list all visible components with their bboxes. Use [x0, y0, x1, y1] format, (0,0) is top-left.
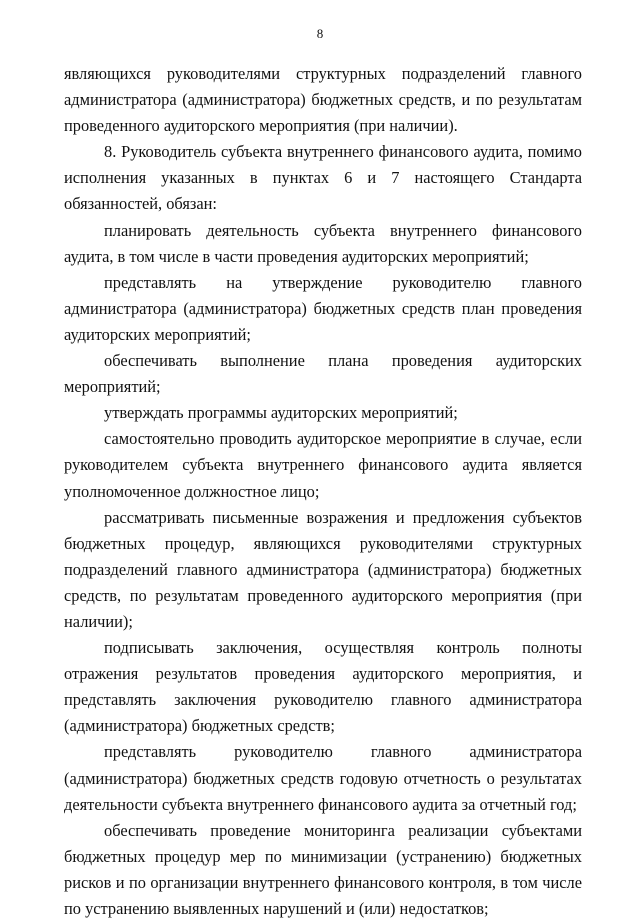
paragraph-duty-self-audit: самостоятельно проводить аудиторское мероприятие в случае, если руководителем субъекта внутреннего финансового аудита является уполномоченное должностное лицо; — [64, 429, 582, 501]
document-body — [64, 61, 582, 922]
paragraph-item-8: 8. Руководитель субъекта внутреннего финансового аудита, помимо исполнения указанных в пунктах 6 и 7 настоящего Стандарта обязанностей, обязан: — [64, 142, 582, 214]
page-number: 8 — [316, 26, 324, 41]
paragraph-duty-conclusions: подписывать заключения, осуществляя контроль полноты отражения результатов проведения аудиторского мероприятия, и представлять заключения руководителю главного администратора (администратора) бюджетных средств; — [64, 638, 582, 736]
paragraph-duty-objections: рассматривать письменные возражения и предложения субъектов бюджетных процедур, являющихся руководителями структурных подразделений главного администратора (администратора) бюджетных средств, по результатам проведенного аудиторского мероприятия (при наличии); — [64, 507, 582, 631]
paragraph-duty-plan-execution: обеспечивать выполнение плана проведения аудиторских мероприятий; — [64, 351, 582, 397]
paragraph-duty-planning: планировать деятельность субъекта внутреннего финансового аудита, в том числе в части проведения аудиторских мероприятий; — [64, 220, 582, 266]
paragraph-duty-programs: утверждать программы аудиторских мероприятий; — [104, 403, 458, 423]
paragraph-continuation: являющихся руководителями структурных подразделений главного администратора (администратора) бюджетных средств, и по результатам проведенного аудиторского мероприятия (при наличии). — [64, 64, 582, 136]
paragraph-duty-plan-approval: представлять на утверждение руководителю главного администратора (администратора) бюджетных средств план проведения аудиторских мероприятий; — [64, 272, 582, 344]
paragraph-duty-monitoring: обеспечивать проведение мониторинга реализации субъектами бюджетных процедур мер по минимизации (устранению) бюджетных рисков и по организации внутреннего финансового контроля, в том числе по устранению выявленных нарушений и (или) недостатков; — [64, 820, 582, 918]
paragraph-duty-annual-report: представлять руководителю главного администратора (администратора) бюджетных средств годовую отчетность о результатах деятельности субъекта внутреннего финансового аудита за отчетный год; — [64, 742, 582, 814]
